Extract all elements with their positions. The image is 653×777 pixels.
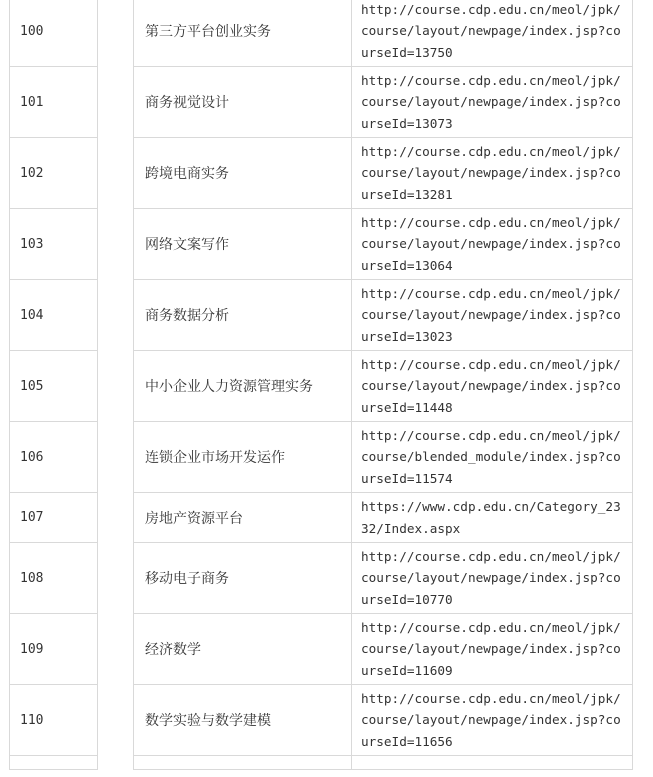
row-number: 102 <box>10 138 98 209</box>
spacer-cell <box>98 422 134 493</box>
row-number: 100 <box>10 0 98 67</box>
spacer-cell <box>98 614 134 685</box>
course-url[interactable]: http://course.cdp.edu.cn/meol/jpk/course/layout/newpage/index.jsp?courseId=11448 <box>352 351 633 422</box>
table-row <box>10 209 633 280</box>
table-row-partial <box>10 756 633 770</box>
spacer-cell <box>98 209 134 280</box>
course-name: 网络文案写作 <box>134 209 352 280</box>
row-number: 103 <box>10 209 98 280</box>
table-row <box>10 0 633 67</box>
course-table-body <box>10 0 633 770</box>
spacer-cell <box>98 493 134 543</box>
course-url[interactable]: http://course.cdp.edu.cn/meol/jpk/course/layout/newpage/index.jsp?courseId=13281 <box>352 138 633 209</box>
row-number: 109 <box>10 614 98 685</box>
course-name: 跨境电商实务 <box>134 138 352 209</box>
table-row <box>10 422 633 493</box>
row-number: 104 <box>10 280 98 351</box>
row-number: 105 <box>10 351 98 422</box>
spacer-cell <box>98 543 134 614</box>
course-name: 连锁企业市场开发运作 <box>134 422 352 493</box>
spacer-cell <box>98 756 134 770</box>
table-row <box>10 138 633 209</box>
course-name: 移动电子商务 <box>134 543 352 614</box>
row-number: 101 <box>10 67 98 138</box>
course-table <box>9 0 633 770</box>
spacer-cell <box>98 280 134 351</box>
course-name: 商务数据分析 <box>134 280 352 351</box>
course-url[interactable]: http://course.cdp.edu.cn/meol/jpk/course/layout/newpage/index.jsp?courseId=10770 <box>352 543 633 614</box>
course-url[interactable]: http://course.cdp.edu.cn/meol/jpk/course/layout/newpage/index.jsp?courseId=11656 <box>352 685 633 756</box>
spacer-cell <box>98 685 134 756</box>
row-number: 106 <box>10 422 98 493</box>
course-url[interactable]: https://www.cdp.edu.cn/Category_2332/Index.aspx <box>352 493 633 543</box>
row-number-empty <box>10 756 98 770</box>
row-number: 108 <box>10 543 98 614</box>
course-name: 房地产资源平台 <box>134 493 352 543</box>
table-row <box>10 67 633 138</box>
course-url[interactable]: http://course.cdp.edu.cn/meol/jpk/course/layout/newpage/index.jsp?courseId=13064 <box>352 209 633 280</box>
table-row <box>10 351 633 422</box>
course-url[interactable]: http://course.cdp.edu.cn/meol/jpk/course/layout/newpage/index.jsp?courseId=13750 <box>352 0 633 67</box>
course-url[interactable]: http://course.cdp.edu.cn/meol/jpk/course/layout/newpage/index.jsp?courseId=13073 <box>352 67 633 138</box>
row-number: 107 <box>10 493 98 543</box>
course-url[interactable]: http://course.cdp.edu.cn/meol/jpk/course/layout/newpage/index.jsp?courseId=11609 <box>352 614 633 685</box>
course-url-empty <box>352 756 633 770</box>
spacer-cell <box>98 351 134 422</box>
table-row <box>10 614 633 685</box>
course-name: 经济数学 <box>134 614 352 685</box>
row-number: 110 <box>10 685 98 756</box>
table-row <box>10 685 633 756</box>
table-row <box>10 543 633 614</box>
course-name: 第三方平台创业实务 <box>134 0 352 67</box>
course-url[interactable]: http://course.cdp.edu.cn/meol/jpk/course/blended_module/index.jsp?courseId=11574 <box>352 422 633 493</box>
spacer-cell <box>98 138 134 209</box>
course-name: 中小企业人力资源管理实务 <box>134 351 352 422</box>
course-name: 数学实验与数学建模 <box>134 685 352 756</box>
course-name-empty <box>134 756 352 770</box>
table-row <box>10 493 633 543</box>
spacer-cell <box>98 0 134 67</box>
course-name: 商务视觉设计 <box>134 67 352 138</box>
course-url[interactable]: http://course.cdp.edu.cn/meol/jpk/course/layout/newpage/index.jsp?courseId=13023 <box>352 280 633 351</box>
spacer-cell <box>98 67 134 138</box>
table-row <box>10 280 633 351</box>
